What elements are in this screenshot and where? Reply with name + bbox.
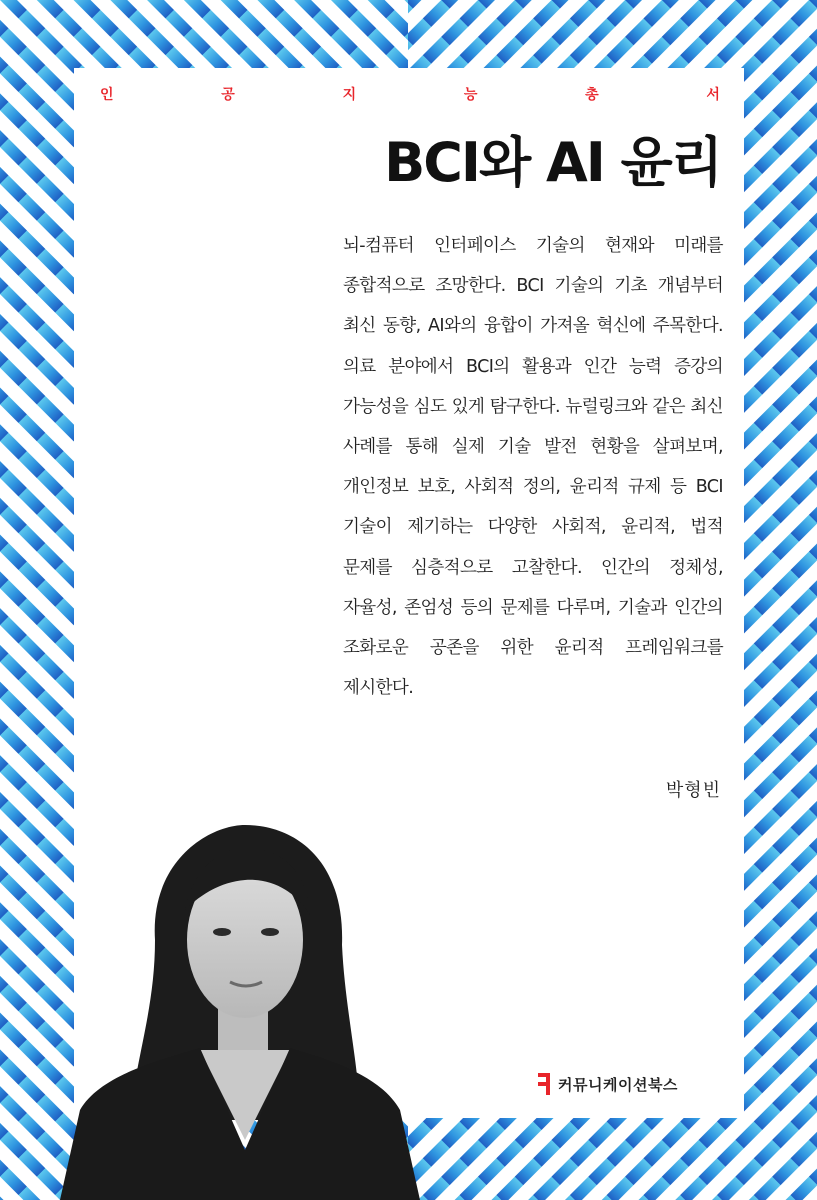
book-title: BCI와 AI 윤리 (384, 131, 721, 194)
book-description: 뇌-컴퓨터 인터페이스 기술의 현재와 미래를 종합적으로 조망한다. BCI 기술의 기초 개념부터 최신 동향, AI와의 융합이 가져올 혁신에 주목한다. 의료 분야에서 BCI의 활용과 인간 능력 증강의 가능성을 심도 있게 탐구한다. 뉴럴링크와 같은 최신 사례를 통해 실제 기술 발전 현황을 살펴보며, 개인정보 보호, 사회적 정의, 윤리적 규제 등 BCI 기술이 제기하는 다양한 사회적, 윤리적, 법적 문제를 심층적으로 고찰한다. 인간의 정체성, 자율성, 존엄성 등의 문제를 다루며, 기술과 인간의 조화로운 공존을 위한 윤리적 프레임워크를 제시한다. (343, 236, 723, 699)
series-char: 서 (706, 87, 720, 103)
series-char: 총 (585, 87, 599, 103)
series-char: 지 (342, 87, 357, 103)
series-char: 능 (463, 87, 478, 103)
series-char: 공 (221, 87, 235, 103)
publisher (538, 1072, 678, 1096)
author-portrait (60, 820, 420, 1200)
publisher-logo-icon (538, 1073, 552, 1095)
series-char: 인 (100, 87, 114, 103)
author-name: 박형빈 (665, 780, 721, 801)
series-label (100, 84, 720, 104)
publisher-name: 커뮤니케이션북스 (558, 1075, 678, 1094)
